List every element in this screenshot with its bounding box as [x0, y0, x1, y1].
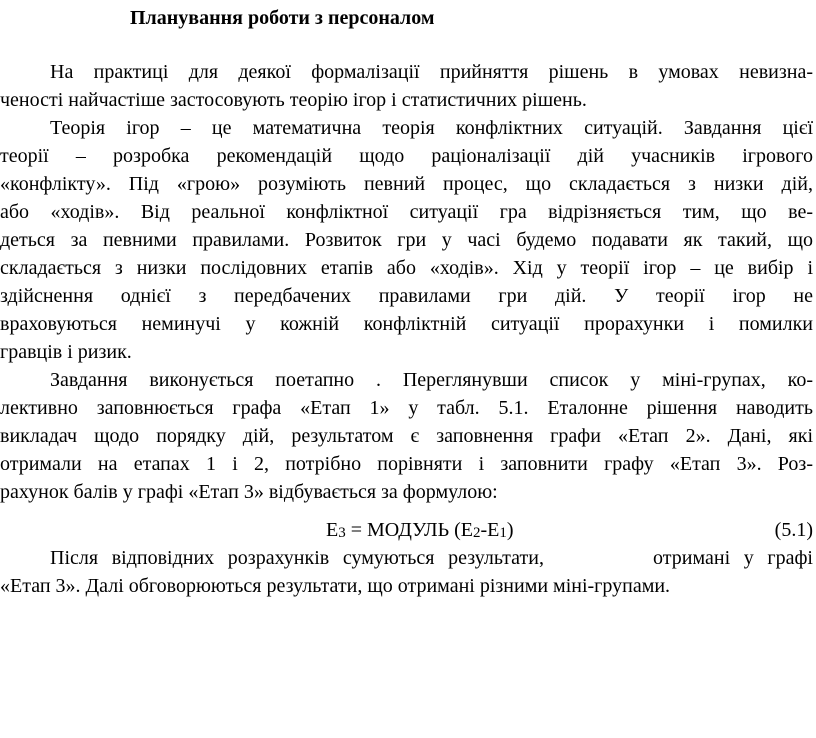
paragraph-line: здійснення однієї з передбачених правилами гри дій. У теорії ігор не [0, 285, 813, 307]
paragraph-line: отримали на етапах 1 і 2, потрібно порівняти і заповнити графу «Етап 3». Роз- [0, 453, 813, 475]
paragraph-line: ченості найчастіше застосовують теорію ігор і статистичних рішень. [0, 89, 587, 111]
formula-minus: -E [480, 519, 500, 541]
paragraph-line: гравців і ризик. [0, 341, 132, 363]
paragraph-line: лективно заповнюється графа «Етап 1» у табл. 5.1. Еталонне рішення наводить [0, 397, 813, 419]
formula-function: = МОДУЛЬ (E [345, 519, 473, 541]
paragraph-line: враховуються неминучі у кожній конфліктній ситуації прорахунки і помилки [0, 313, 813, 335]
formula-subscript-1: 1 [499, 525, 507, 541]
paragraph-line: складається з низки послідовних етапів або «ходів». Хід у теорії ігор – це вибір і [0, 257, 813, 279]
formula-lhs-subscript: 3 [338, 525, 346, 541]
equation-number: (5.1) [774, 519, 813, 541]
paragraph-line: теорії – розробка рекомендацій щодо раціоналізації дій учасників ігрового [0, 145, 813, 167]
paragraph-line: Завдання виконується поетапно . Переглянувши список у міні-групах, ко- [50, 369, 813, 391]
paragraph-line: «Етап 3». Далі обговорюються результати, що отримані різними міні-групами. [0, 575, 671, 597]
formula-lhs: E [326, 519, 339, 541]
formula-subscript-2: 2 [472, 525, 481, 541]
paragraph-line: Після відповідних розрахунків сумуються результати, отримані у графі [50, 547, 813, 569]
paragraph-line: деться за певними правилами. Розвиток гри у часі будемо подавати як такий, що [0, 229, 813, 251]
page-title: Планування роботи з персоналом [130, 7, 435, 29]
paragraph-line: «конфлікту». Під «грою» розуміють певний процес, що складається з низки дій, [0, 173, 813, 195]
paragraph-line: або «ходів». Від реальної конфліктної ситуації гра відрізняється тим, що ве- [0, 201, 813, 223]
formula-close-paren: ) [506, 519, 514, 541]
paragraph-line: викладач щодо порядку дій, результатом є заповнення графи «Етап 2». Дані, які [0, 425, 813, 447]
paragraph-line: рахунок балів у графі «Етап 3» відбувається за формулою: [0, 481, 498, 503]
paragraph-line: На практиці для деякої формалізації прийняття рішень в умовах невизна- [50, 61, 813, 83]
formula [326, 516, 514, 546]
paragraph-line: Теорія ігор – це математична теорія конфліктних ситуацій. Завдання цієї [50, 117, 813, 139]
